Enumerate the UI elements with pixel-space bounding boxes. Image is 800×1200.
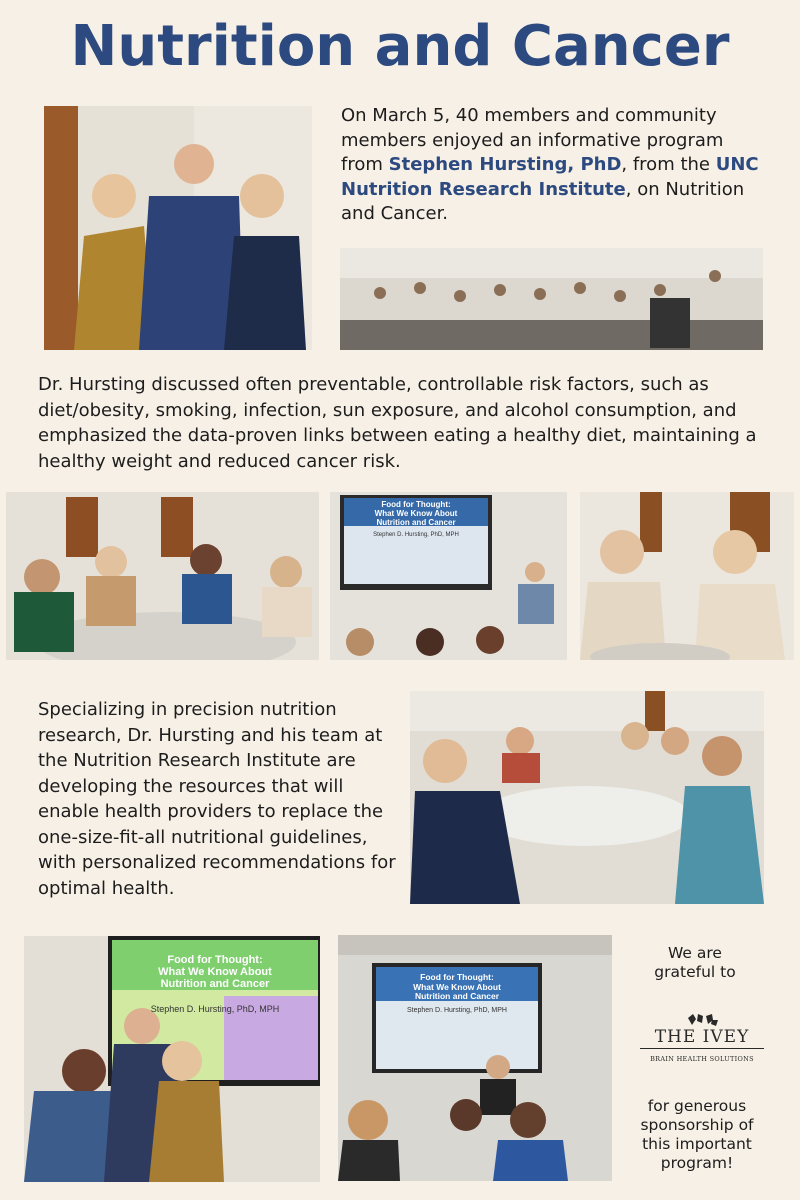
- slide-title-line3: Nutrition and Cancer: [376, 518, 456, 527]
- sponsor-line1: We are: [668, 944, 722, 962]
- photo-presentation-slide: [330, 492, 567, 660]
- slide-presenter-c: Stephen D. Hursting, PhD, MPH: [407, 1007, 507, 1014]
- photo-slide-group: [24, 936, 320, 1182]
- closing-line1: for generous: [647, 1097, 747, 1115]
- photo-group-portrait: [44, 106, 312, 350]
- sponsor-closing: [638, 1097, 756, 1173]
- intro-text-1: On March 5, 40 members and community members enjoyed an informative program from: [341, 105, 724, 175]
- photo-audience-room: [340, 248, 763, 350]
- page-title: Nutrition and Cancer: [70, 14, 730, 79]
- risk-factors-paragraph: Dr. Hursting discussed often preventable, controllable risk factors, such as diet/obesity, smoking, infection, sun exposure, and alcohol consumption, and emphasized the data-proven links between eating a healthy diet, maintaining a healthy weight and reduced cancer risk.: [38, 374, 757, 472]
- photo-dining-table: [410, 691, 764, 904]
- closing-line2: sponsorship of: [640, 1116, 754, 1134]
- photo-table-women: [6, 492, 319, 660]
- slide-presenter: Stephen D. Hursting, PhD, MPH: [373, 532, 459, 538]
- slide-title-line3-c: Nutrition and Cancer: [414, 991, 500, 1001]
- sponsor-intro: [635, 944, 755, 982]
- intro-paragraph: [341, 104, 771, 227]
- closing-line4: program!: [660, 1154, 734, 1172]
- logo-tagline: BRAIN HEALTH SOLUTIONS: [650, 1055, 754, 1063]
- logo-wordmark: THE IVEY: [640, 1026, 764, 1049]
- slide-title-line1-c: Food for Thought:: [420, 972, 494, 982]
- slide-title-line3-b: Nutrition and Cancer: [160, 978, 270, 990]
- institute-name: UNC Nutrition Research Institute: [341, 154, 759, 200]
- slide-title-line1: Food for Thought:: [381, 500, 451, 509]
- slide-title-line1-b: Food for Thought:: [167, 954, 263, 966]
- closing-line3: this important: [642, 1135, 752, 1153]
- slide-title-line2-c: What We Know About: [413, 981, 501, 992]
- slide-presenter-b: Stephen D. Hursting, PhD, MPH: [150, 1004, 280, 1014]
- speaker-name: Stephen Hursting, PhD: [388, 154, 622, 175]
- sponsor-line2: grateful to: [654, 963, 736, 981]
- slide-title-line2: What We Know About: [374, 509, 458, 518]
- intro-text-3: , on Nutrition and Cancer.: [341, 178, 745, 224]
- intro-text-2: , from the: [621, 154, 716, 175]
- slide-title-line2-b: What We Know About: [158, 966, 272, 978]
- photo-speaker-audience: [338, 935, 612, 1181]
- photo-two-women: [580, 492, 794, 660]
- ivey-logo: [640, 1012, 764, 1072]
- research-paragraph: Specializing in precision nutrition research, Dr. Hursting and his team at the Nutrition Research Institute are developing the resources that will enable health providers to replace the one-size-fit-all nutritional guidelines, with personalized recommendations for optimal health.: [38, 699, 396, 899]
